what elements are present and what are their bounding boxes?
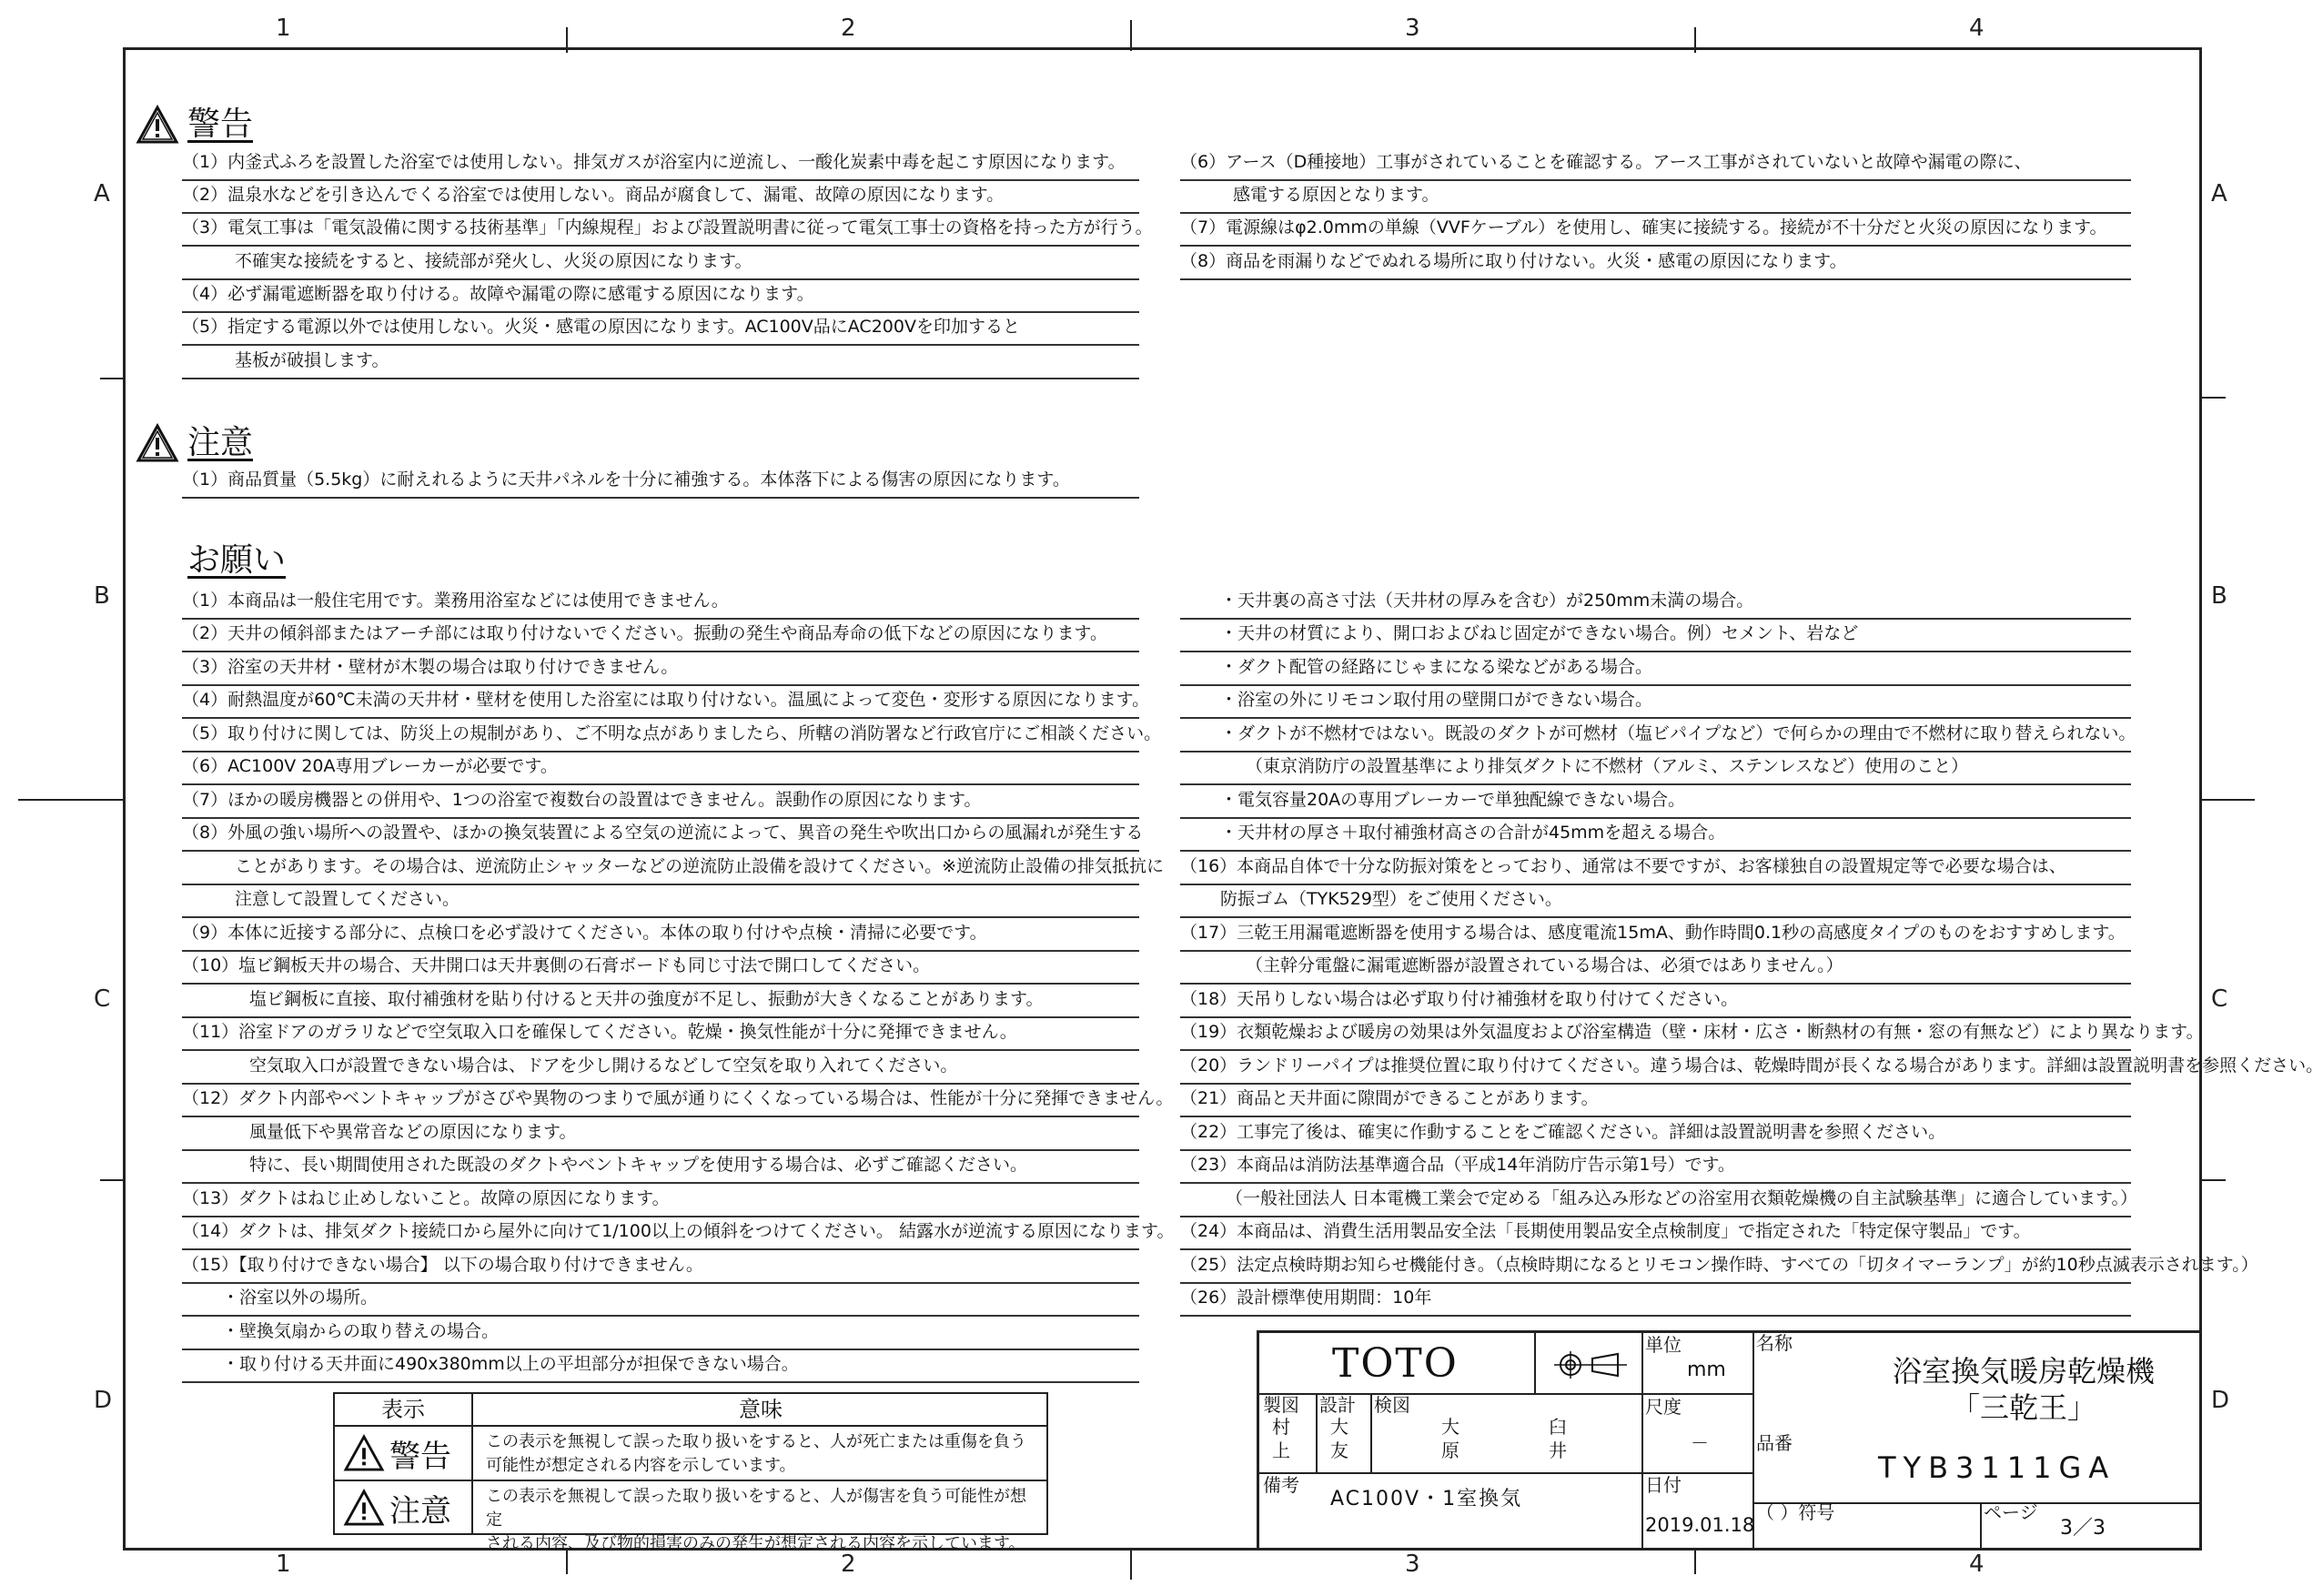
warning-title: 警告 [187, 106, 254, 143]
zone-tick [1130, 1549, 1132, 1580]
name-kenzu-2: 原 [1441, 1439, 1459, 1461]
request-line: （21）商品と天井面に隙間ができることがあります。 [1180, 1085, 2131, 1117]
symbol-label: （ ）符号 [1756, 1501, 1835, 1523]
zone-tick [1694, 1549, 1696, 1574]
product-subname: 「三乾王」 [1950, 1390, 2096, 1425]
legend-table [333, 1392, 1048, 1553]
request-line: （2）天井の傾斜部またはアーチ部には取り付けないでください。振動の発生や商品寿命の低下などの原因になります。 [182, 620, 1139, 652]
request-line: （20）ランドリーパイプは推奨位置に取り付けてください。違う場合は、乾燥時間が長くなる場合があります。詳細は設置説明書を参照ください。 [1180, 1052, 2131, 1085]
legend-warning-label: 警告 [344, 1427, 471, 1480]
zone-tick [1694, 27, 1696, 53]
name-label: 名称 [1756, 1332, 1793, 1354]
request-heading [187, 542, 286, 579]
zone-col-4-top: 4 [1969, 15, 1985, 42]
request-line: （9）本体に近接する部分に、点検口を必ず設けてください。本体の取り付けや点検・清掃に必要です。 [182, 919, 1139, 952]
request-line: （4）耐熱温度が60℃未満の天井材・壁材を使用した浴室には取り付けない。温風によって変色・変形する原因になります。 [182, 686, 1139, 719]
request-line: （18）天吊りしない場合は必ず取り付け補強材を取り付けてください。 [1180, 985, 2131, 1018]
request-line: （22）工事完了後は、確実に作動することをご確認ください。詳細は設置説明書を参照ください。 [1180, 1118, 2131, 1151]
page-value: 3／3 [2060, 1517, 2106, 1540]
zone-col-1-top: 1 [276, 15, 291, 42]
request-line: （東京消防庁の設置基準により排気ダクトに不燃材（アルミ、ステンレスなど）使用のこと） [1180, 753, 2131, 785]
request-title: お願い [187, 541, 287, 579]
zone-col-2-bottom: 2 [841, 1551, 856, 1578]
zone-row-b-left: B [94, 582, 110, 610]
warning-line: （7）電源線はφ2.0mmの単線（VVFケーブル）を使用し、確実に接続する。接続が不十分だと火災の原因になります。 [1180, 214, 2131, 247]
name-seizu-1: 村 [1272, 1416, 1290, 1438]
request-line: ・取り付ける天井面に490x380mm以上の平坦部分が担保できない場合。 [182, 1350, 1139, 1383]
request-line: （12）ダクト内部やベントキャップがさびや異物のつまりで風が通りにくくなっている場合は、性能が十分に発揮できません。 [182, 1085, 1139, 1117]
warning-heading [136, 106, 253, 144]
request-line: 防振ゴム（TYK529型）をご使用ください。 [1180, 885, 2131, 918]
legend-col-display: 表示 [381, 1397, 425, 1422]
scale-label: 尺度 [1645, 1396, 1682, 1418]
product-name: 浴室換気暖房乾燥機 [1892, 1354, 2155, 1389]
request-line: （一般社団法人 日本電機工業会で定める「組み込み形などの浴室用衣類乾燥機の自主試験基準」に適合しています。） [1180, 1185, 2131, 1217]
model-value: TYB3111GA [1878, 1450, 2116, 1485]
zone-row-a-right: A [2211, 180, 2227, 207]
name-sekkei-1: 大 [1330, 1416, 1348, 1438]
request-line: （24）本商品は、消費生活用製品安全法「長期使用製品安全点検制度」で指定された「特定保守製品」です。 [1180, 1217, 2131, 1250]
unit-label: 単位 [1645, 1334, 1682, 1356]
title-block [1257, 1330, 2202, 1551]
legend-warning-text: この表示を無視して誤った取り扱いをすると、人が死亡または重傷を負う 可能性が想定される内容を示しています。 [486, 1432, 1026, 1475]
request-line: ・浴室の外にリモコン取付用の壁開口ができない場合。 [1180, 686, 2131, 719]
zone-tick [2200, 397, 2226, 399]
request-line: 注意して設置してください。 [182, 885, 1139, 918]
warning-line: 基板が破損します。 [182, 347, 1139, 379]
zone-tick [18, 799, 126, 801]
projection-symbol-icon [1550, 1349, 1629, 1380]
date-value: 2019.01.18 [1645, 1514, 1755, 1536]
caution-line: （1）商品質量（5.5kg）に耐えれるように天井パネルを十分に補強する。本体落下による傷害の原因になります。 [182, 466, 1139, 499]
warning-line: 感電する原因となります。 [1180, 181, 2131, 214]
request-line: （主幹分電盤に漏電遮断器が設置されている場合は、必須ではありません。） [1180, 952, 2131, 985]
request-line: （16）本商品自体で十分な防振対策をとっており、通常は不要ですが、お客様独自の設置規定等で必要な場合は、 [1180, 853, 2131, 885]
request-line: （10）塩ビ鋼板天井の場合、天井開口は天井裏側の石膏ボードも同じ寸法で開口してください。 [182, 952, 1139, 985]
warning-line: （4）必ず漏電遮断器を取り付ける。故障や漏電の際に感電する原因になります。 [182, 280, 1139, 313]
request-line: （8）外風の強い場所への設置や、ほかの換気装置による空気の逆流によって、異音の発生や吹出口からの風漏れが発生する [182, 819, 1139, 852]
request-line: ・浴室以外の場所。 [182, 1284, 1139, 1317]
zone-row-a-left: A [94, 180, 110, 207]
toto-logo: TOTO [1332, 1340, 1459, 1387]
legend-caution-label: 注意 [344, 1481, 471, 1534]
warning-line: （8）商品を雨漏りなどでぬれる場所に取り付けない。火災・感電の原因になります。 [1180, 247, 2131, 280]
label-kenzu: 検図 [1374, 1394, 1410, 1416]
date-label: 日付 [1645, 1474, 1682, 1496]
request-line: （3）浴室の天井材・壁材が木製の場合は取り付けできません。 [182, 653, 1139, 686]
name-kenzu-1: 大 [1441, 1416, 1459, 1438]
warning-line: （1）内釜式ふろを設置した浴室では使用しない。排気ガスが浴室内に逆流し、一酸化炭素中毒を起こす原因になります。 [182, 148, 1139, 181]
request-line: ・天井裏の高さ寸法（天井材の厚みを含む）が250mm未満の場合。 [1180, 587, 2131, 620]
zone-row-c-right: C [2211, 985, 2228, 1013]
warning-line: 不確実な接続をすると、接続部が発火し、火災の原因になります。 [182, 247, 1139, 280]
label-sekkei: 設計 [1319, 1394, 1356, 1416]
request-line: （19）衣類乾燥および暖房の効果は外気温度および浴室構造（壁・床材・広さ・断熱材の有無・窓の有無など）により異なります。 [1180, 1018, 2131, 1051]
request-line: ・電気容量20Aの専用ブレーカーで単独配線できない場合。 [1180, 786, 2131, 819]
request-line: （6）AC100V 20A専用ブレーカーが必要です。 [182, 753, 1139, 785]
unit-value: mm [1687, 1359, 1726, 1381]
remarks-value: AC100V・1室換気 [1330, 1488, 1523, 1510]
remarks-label: 備考 [1263, 1474, 1299, 1496]
warning-line: （6）アース（D種接地）工事がされていることを確認する。アース工事がされていないと故障や漏電の際に、 [1180, 148, 2131, 181]
name-seizu-2: 上 [1272, 1439, 1290, 1461]
zone-row-d-left: D [94, 1387, 113, 1414]
legend-caution-text: この表示を無視して誤った取り扱いをすると、人が傷害を負う可能性が想定 される内容、及び物的損害のみの発生が想定される内容を示しています。 [486, 1487, 1026, 1553]
request-line: （7）ほかの暖房機器との併用や、1つの浴室で複数台の設置はできません。誤動作の原因になります。 [182, 786, 1139, 819]
request-line: （25）法定点検時期お知らせ機能付き。（点検時期になるとリモコン操作時、すべての「切タイマーランプ」が約10秒点滅表示されます。） [1180, 1251, 2131, 1284]
warning-triangle-icon [136, 106, 178, 144]
zone-tick [1130, 20, 1132, 51]
caution-triangle-icon [344, 1490, 384, 1526]
request-line: ・ダクトが不燃材ではない。既設のダクトが可燃材（塩ビパイプなど）で何らかの理由で不燃材に取り替えられない。 [1180, 720, 2131, 753]
zone-tick [566, 27, 568, 53]
request-line: （13）ダクトはねじ止めしないこと。故障の原因になります。 [182, 1185, 1139, 1217]
request-line: （26）設計標準使用期間：10年 [1180, 1284, 2131, 1317]
caution-triangle-icon [136, 424, 178, 462]
zone-row-d-right: D [2211, 1387, 2230, 1414]
name-kenzu-3: 臼 [1549, 1416, 1567, 1438]
name-sekkei-2: 友 [1330, 1439, 1348, 1461]
request-line: ・天井材の厚さ＋取付補強材高さの合計が45mmを超える場合。 [1180, 819, 2131, 852]
caution-heading [136, 424, 253, 462]
request-line: ・壁換気扇からの取り替えの場合。 [182, 1318, 1139, 1350]
request-line: （17）三乾王用漏電遮断器を使用する場合は、感度電流15mA、動作時間0.1秒の高感度タイプのものをおすすめします。 [1180, 919, 2131, 952]
request-line: （11）浴室ドアのガラリなどで空気取入口を確保してください。乾燥・換気性能が十分に発揮できません。 [182, 1018, 1139, 1051]
zone-col-3-bottom: 3 [1405, 1551, 1420, 1578]
page-label: ページ [1984, 1501, 2038, 1523]
request-line: 塩ビ鋼板に直接、取付補強材を貼り付けると天井の強度が不足し、振動が大きくなることがあります。 [182, 985, 1139, 1018]
zone-tick [2200, 799, 2255, 801]
caution-title: 注意 [187, 424, 254, 461]
request-line: 風量低下や異常音などの原因になります。 [182, 1118, 1139, 1151]
request-line: （15）【取り付けできない場合】 以下の場合取り付けできません。 [182, 1251, 1139, 1284]
warning-line: （2）温泉水などを引き込んでくる浴室では使用しない。商品が腐食して、漏電、故障の原因になります。 [182, 181, 1139, 214]
zone-tick [2200, 1179, 2226, 1181]
zone-col-1-bottom: 1 [276, 1551, 291, 1578]
request-line: 空気取入口が設置できない場合は、ドアを少し開けるなどして空気を取り入れてください。 [182, 1052, 1139, 1085]
zone-col-2-top: 2 [841, 15, 856, 42]
zone-tick [100, 378, 126, 379]
request-line: ・天井の材質により、開口およびねじ固定ができない場合。例）セメント、岩など [1180, 620, 2131, 652]
request-line: （23）本商品は消防法基準適合品（平成14年消防庁告示第1号）です。 [1180, 1151, 2131, 1184]
warning-line: （5）指定する電源以外では使用しない。火災・感電の原因になります。AC100V品にAC200Vを印加すると [182, 313, 1139, 346]
request-line: （1）本商品は一般住宅用です。業務用浴室などには使用できません。 [182, 587, 1139, 620]
zone-col-3-top: 3 [1405, 15, 1420, 42]
zone-tick [100, 1179, 126, 1181]
label-seizu: 製図 [1263, 1394, 1299, 1416]
warning-triangle-icon [344, 1435, 384, 1471]
request-line: 特に、長い期間使用された既設のダクトやベントキャップを使用する場合は、必ずご確認ください。 [182, 1151, 1139, 1184]
request-line: （14）ダクトは、排気ダクト接続口から屋外に向けて1/100以上の傾斜をつけてください。 結露水が逆流する原因になります。 [182, 1217, 1139, 1250]
request-line: （5）取り付けに関しては、防災上の規制があり、ご不明な点がありましたら、所轄の消防署など行政官庁にご相談ください。 [182, 720, 1139, 753]
scale-value: － [1691, 1432, 1709, 1454]
zone-row-b-right: B [2211, 582, 2227, 610]
zone-col-4-bottom: 4 [1969, 1551, 1985, 1578]
name-kenzu-4: 井 [1549, 1439, 1567, 1461]
legend-col-meaning: 意味 [739, 1397, 783, 1422]
request-line: ことがあります。その場合は、逆流防止シャッターなどの逆流防止設備を設けてください。※逆流防止設備の排気抵抗に [182, 853, 1139, 885]
warning-line: （3）電気工事は「電気設備に関する技術基準」「内線規程」および設置説明書に従って電気工事士の資格を持った方が行う。 [182, 214, 1139, 247]
model-label: 品番 [1756, 1432, 1793, 1454]
request-line: ・ダクト配管の経路にじゃまになる梁などがある場合。 [1180, 653, 2131, 686]
zone-row-c-left: C [94, 985, 111, 1013]
